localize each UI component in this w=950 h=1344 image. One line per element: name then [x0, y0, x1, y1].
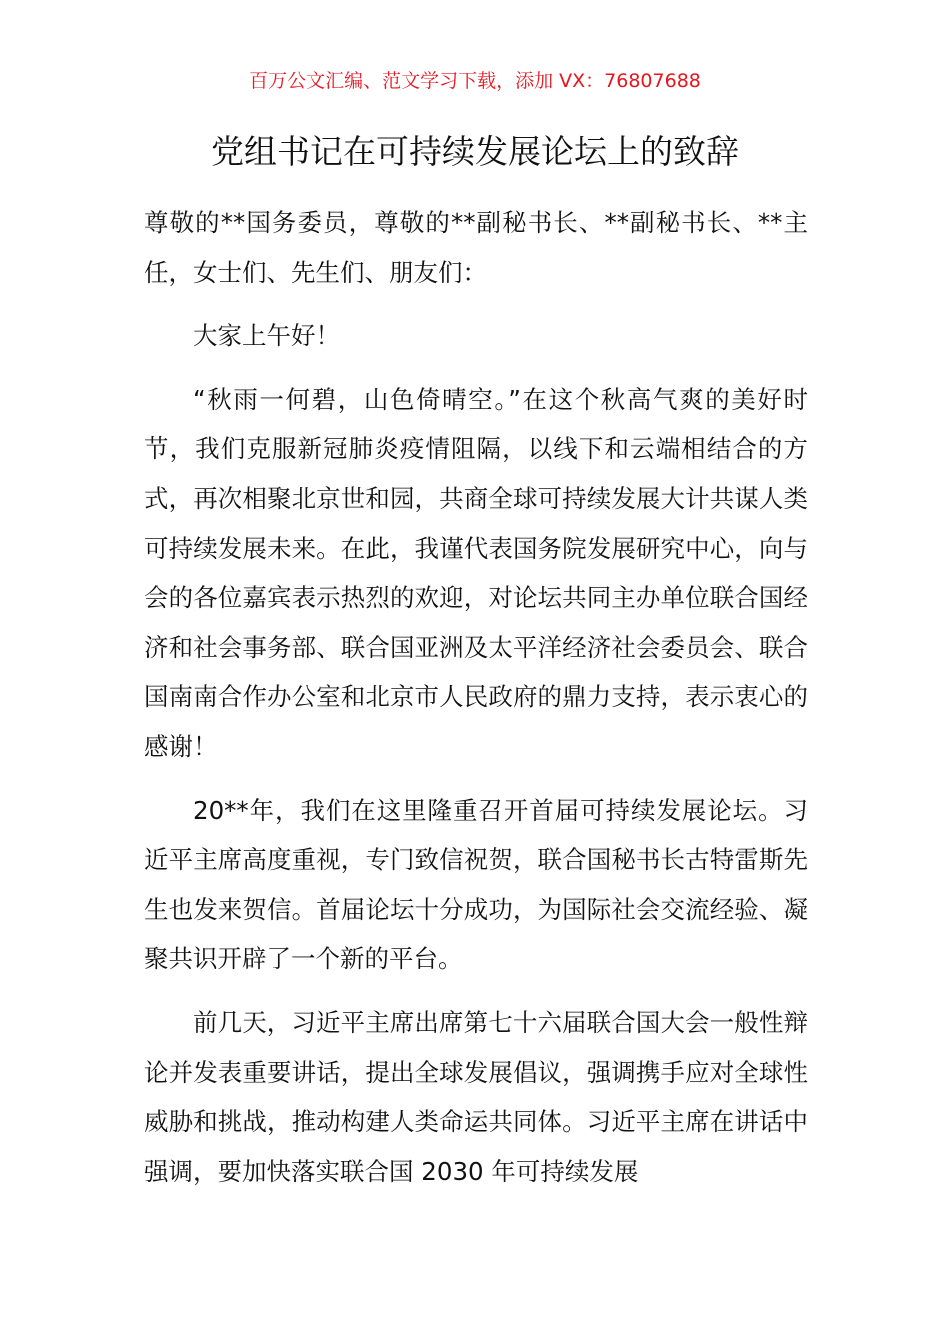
document-body [144, 198, 808, 1210]
salutation-paragraph: 尊敬的**国务委员，尊敬的**副秘书长、**副秘书长、**主任，女士们、先生们、朋友们： [144, 208, 808, 287]
document-title: 党组书记在可持续发展论坛上的致辞 [211, 132, 739, 171]
body-paragraph-first-forum: 20**年，我们在这里隆重召开首届可持续发展论坛。习近平主席高度重视，专门致信祝贺，联合国秘书长古特雷斯先生也发来贺信。首届论坛十分成功，为国际社会交流经验、凝聚共识开辟了一个新的平台。 [144, 795, 808, 974]
header-contact-note: 百万公文汇编、范文学习下载，添加 VX：76807688 [249, 70, 701, 92]
body-paragraph-welcome: “秋雨一何碧，山色倚晴空。”在这个秋高气爽的美好时节，我们克服新冠肺炎疫情阻隔，以线下和云端相结合的方式，再次相聚北京世和园，共商全球可持续发展大计共谋人类可持续发展未来。在此，我谨代表国务院发展研究中心，向与会的各位嘉宾表示热烈的欢迎，对论坛共同主办单位联合国经济和社会事务部、联合国亚洲及太平洋经济社会委员会、联合国南南合作办公室和北京市人民政府的鼎力支持，表示衷心的感谢！ [144, 384, 808, 761]
body-paragraph-greeting: 大家上午好！ [193, 321, 340, 351]
body-paragraph-un-assembly: 前几天，习近平主席出席第七十六届联合国大会一般性辩论并发表重要讲话，提出全球发展倡议，强调携手应对全球性威胁和挑战，推动构建人类命运共同体。习近平主席在讲话中强调，要加快落实联合国 2030 年可持续发展 [144, 1007, 808, 1186]
